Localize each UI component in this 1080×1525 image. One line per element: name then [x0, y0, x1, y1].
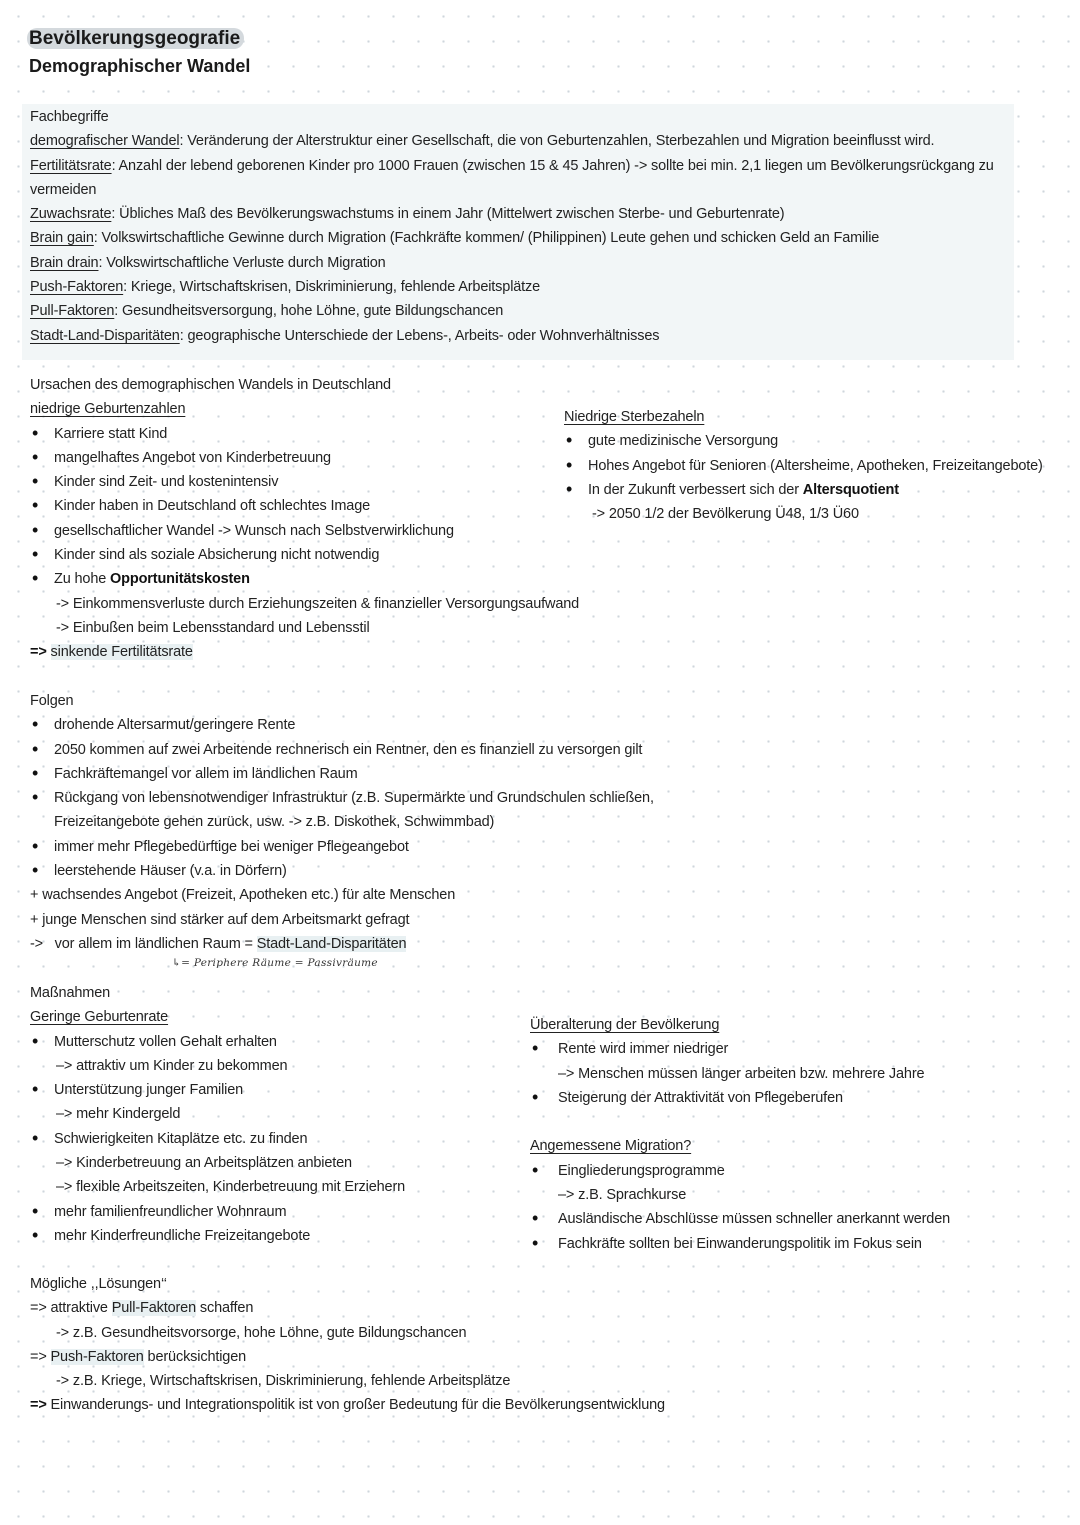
list-item: • immer mehr Pflegebedürftige bei weniger Pflegeangebot — [30, 835, 654, 859]
solution-highlight: Push-Faktoren — [50, 1348, 144, 1365]
conclusion-text: Einwanderungs- und Integrationspolitik ist von großer Bedeutung für die Bevölkerungsentwicklung — [46, 1397, 665, 1414]
deaths-section — [564, 405, 1043, 526]
solutions-section — [30, 1272, 665, 1418]
sub-item: –> mehr Kindergeld — [56, 1106, 181, 1123]
list-item-cont: Freizeitangebote gehen zurück, usw. -> z.B. Diskothek, Schwimmbad) — [54, 814, 495, 831]
term-line — [30, 129, 994, 153]
list-item: • Mutterschutz vollen Gehalt erhalten — [30, 1030, 405, 1054]
births-conclusion — [30, 640, 579, 664]
list-item: • Kinder sind als soziale Absicherung nicht notwendig — [30, 543, 579, 567]
causes-heading: Ursachen des demographischen Wandels in Deutschland — [30, 377, 391, 393]
sub-item: –> Kinderbetreuung an Arbeitsplätzen anbieten — [56, 1155, 352, 1172]
aging-section — [530, 1013, 950, 1256]
solution-prefix: => attraktive — [30, 1300, 112, 1317]
sub-item: –> attraktiv um Kinder zu bekommen — [56, 1057, 288, 1074]
term-def: : Anzahl der lebend geborenen Kinder pro 1000 Frauen (zwischen 15 & 45 Jahren) -> sollte bei min. 2,1 liegen um Bevölkerungsrückgang zu — [111, 157, 994, 174]
term-line — [30, 154, 994, 178]
solution-highlight: Pull-Faktoren — [111, 1300, 197, 1317]
sub-item: -> Einbußen beim Lebensstandard und Lebensstil — [56, 619, 370, 636]
term-name: Brain drain — [30, 254, 99, 271]
term-def: : Veränderung der Alterstruktur einer Gesellschaft, die von Geburtenzahlen, Sterbezahlen und Migration beeinflusst wird. — [179, 133, 935, 150]
list-item: • Schwierigkeiten Kitaplätze etc. zu finden — [30, 1127, 405, 1151]
arrow: => — [30, 644, 47, 661]
sub-item: -> Einkommensverluste durch Erziehungszeiten & finanzieller Versorgungsaufwand — [56, 595, 580, 612]
births-heading: niedrige Geburtenzahlen — [30, 401, 186, 418]
future-term: Altersquotient — [802, 481, 899, 498]
sub-item: -> 2050 1/2 der Bevölkerung Ü48, 1/3 Ü60 — [592, 506, 859, 523]
terms-section — [30, 105, 994, 348]
list-item: • Ausländische Abschlüsse müssen schneller anerkannt werden — [530, 1207, 950, 1231]
solution-prefix: => — [30, 1348, 51, 1365]
rural-line — [30, 932, 654, 956]
solution-line — [30, 1345, 665, 1369]
sub-item: –> Menschen müssen länger arbeiten bzw. mehrere Jahre — [558, 1065, 925, 1082]
solution-suffix: schaffen — [196, 1300, 254, 1317]
list-item: • Steigerung der Attraktivität von Pflegeberufen — [530, 1086, 950, 1110]
term-def: : geographische Unterschiede der Lebens-, Arbeits- oder Wohnverhältnisses — [179, 327, 660, 344]
list-item: • Rente wird immer niedriger — [530, 1037, 950, 1061]
list-item: • drohende Altersarmut/geringere Rente — [30, 713, 654, 737]
term-line — [30, 202, 994, 226]
term-def: : Gesundheitsversorgung, hohe Löhne, gute Bildungschancen — [114, 303, 504, 320]
consequences-heading: Folgen — [30, 693, 74, 709]
list-item: • Kinder haben in Deutschland oft schlechtes Image — [30, 494, 579, 518]
list-item: • Kinder sind Zeit- und kostenintensiv — [30, 470, 579, 494]
handwritten-note: ↳= Periphere Räume = Passivräume — [172, 957, 378, 969]
conclusion-text: sinkende Fertilitätsrate — [50, 644, 193, 661]
page-subtitle: Demographischer Wandel — [29, 56, 251, 76]
term-def: : Volkswirtschaftliche Gewinne durch Migration (Fachkräfte kommen/ (Philippinen) Leute gehen und schicken Geld an Familie — [93, 230, 880, 247]
term-line — [30, 226, 994, 250]
list-item: • Unterstützung junger Familien — [30, 1078, 405, 1102]
plus-item: + junge Menschen sind stärker auf dem Arbeitsmarkt gefragt — [30, 911, 410, 928]
consequences-section — [30, 689, 654, 956]
aging-heading: Überalterung der Bevölkerung — [530, 1017, 720, 1033]
causes-section — [30, 373, 579, 665]
list-item: • gesellschaftlicher Wandel -> Wunsch nach Selbstverwirklichung — [30, 519, 579, 543]
page-title: Bevölkerungsgeografie — [27, 28, 244, 50]
plus-item: + wachsendes Angebot (Freizeit, Apotheken etc.) für alte Menschen — [30, 887, 456, 904]
list-item: • leerstehende Häuser (v.a. in Dörfern) — [30, 859, 654, 883]
term-line — [30, 275, 994, 299]
solutions-heading: Mögliche ,,Lösungen‘‘ — [30, 1276, 167, 1292]
list-item: • Karriere statt Kind — [30, 422, 579, 446]
list-item: • Rückgang von lebensnotwendiger Infrastruktur (z.B. Supermärkte und Grundschulen schließen, — [30, 786, 654, 810]
term-line — [30, 251, 994, 275]
solution-line — [30, 1296, 665, 1320]
list-item: • mangelhaftes Angebot von Kinderbetreuung — [30, 446, 579, 470]
list-item: • Fachkräfte sollten bei Einwanderungspolitik im Fokus sein — [530, 1232, 950, 1256]
list-item — [564, 478, 1043, 502]
migration-heading: Angemessene Migration? — [530, 1138, 692, 1155]
term-name: demografischer Wandel — [30, 133, 180, 150]
list-item: • gute medizinische Versorgung — [564, 429, 1043, 453]
sub-item: –> z.B. Sprachkurse — [558, 1187, 687, 1204]
solution-conclusion — [30, 1393, 665, 1417]
solution-suffix: berücksichtigen — [143, 1348, 247, 1365]
term-def: : Kriege, Wirtschaftskrisen, Diskriminierung, fehlende Arbeitsplätze — [123, 279, 541, 296]
sub-item: –> flexible Arbeitszeiten, Kinderbetreuung mit Erziehern — [56, 1179, 406, 1196]
term-name: Push-Faktoren — [30, 279, 124, 296]
list-item: • Fachkräftemangel vor allem im ländlichen Raum — [30, 762, 654, 786]
term-name: Zuwachsrate — [30, 206, 112, 223]
term-line — [30, 299, 994, 323]
term-line-cont: vermeiden — [30, 181, 97, 198]
term-line — [30, 324, 994, 348]
list-item: • 2050 kommen auf zwei Arbeitende rechnerisch ein Rentner, den es finanziell zu versorgen gilt — [30, 738, 654, 762]
rural-prefix: -> vor allem im ländlichen Raum = — [30, 935, 257, 952]
rural-highlight: Stadt-Land-Disparitäten — [256, 935, 407, 952]
measures-heading: Maßnahmen — [30, 985, 111, 1001]
opp-prefix: Zu hohe — [54, 571, 111, 588]
list-item: • Eingliederungsprogramme — [530, 1159, 950, 1183]
list-item — [30, 567, 579, 591]
term-name: Pull-Faktoren — [30, 303, 115, 320]
list-item: • mehr Kinderfreundliche Freizeitangebote — [30, 1224, 405, 1248]
deaths-heading: Niedrige Sterbezaheln — [564, 409, 705, 425]
measures-section — [30, 981, 405, 1248]
list-item: • Hohes Angebot für Senioren (Altersheime, Apotheken, Freizeitangebote) — [564, 454, 1043, 478]
term-name: Brain gain — [30, 230, 94, 247]
birthrate-heading: Geringe Geburtenrate — [30, 1009, 169, 1026]
opp-term: Opportunitätskosten — [110, 571, 250, 588]
term-def: : Volkswirtschaftliche Verluste durch Migration — [98, 254, 386, 271]
sub-item: -> z.B. Gesundheitsvorsorge, hohe Löhne, gute Bildungschancen — [56, 1324, 467, 1341]
future-prefix: In der Zukunft verbessert sich der — [588, 481, 803, 498]
list-item: • mehr familienfreundlicher Wohnraum — [30, 1200, 405, 1224]
term-def: : Übliches Maß des Bevölkerungswachstums in einem Jahr (Mittelwert zwischen Sterbe- und Geburtenrate) — [111, 206, 785, 223]
term-name: Fertilitätsrate — [30, 157, 112, 174]
sub-item: -> z.B. Kriege, Wirtschaftskrisen, Diskriminierung, fehlende Arbeitsplätze — [56, 1373, 511, 1390]
term-name: Stadt-Land-Disparitäten — [30, 327, 180, 344]
arrow: => — [30, 1397, 47, 1414]
terms-heading: Fachbegriffe — [30, 109, 109, 125]
